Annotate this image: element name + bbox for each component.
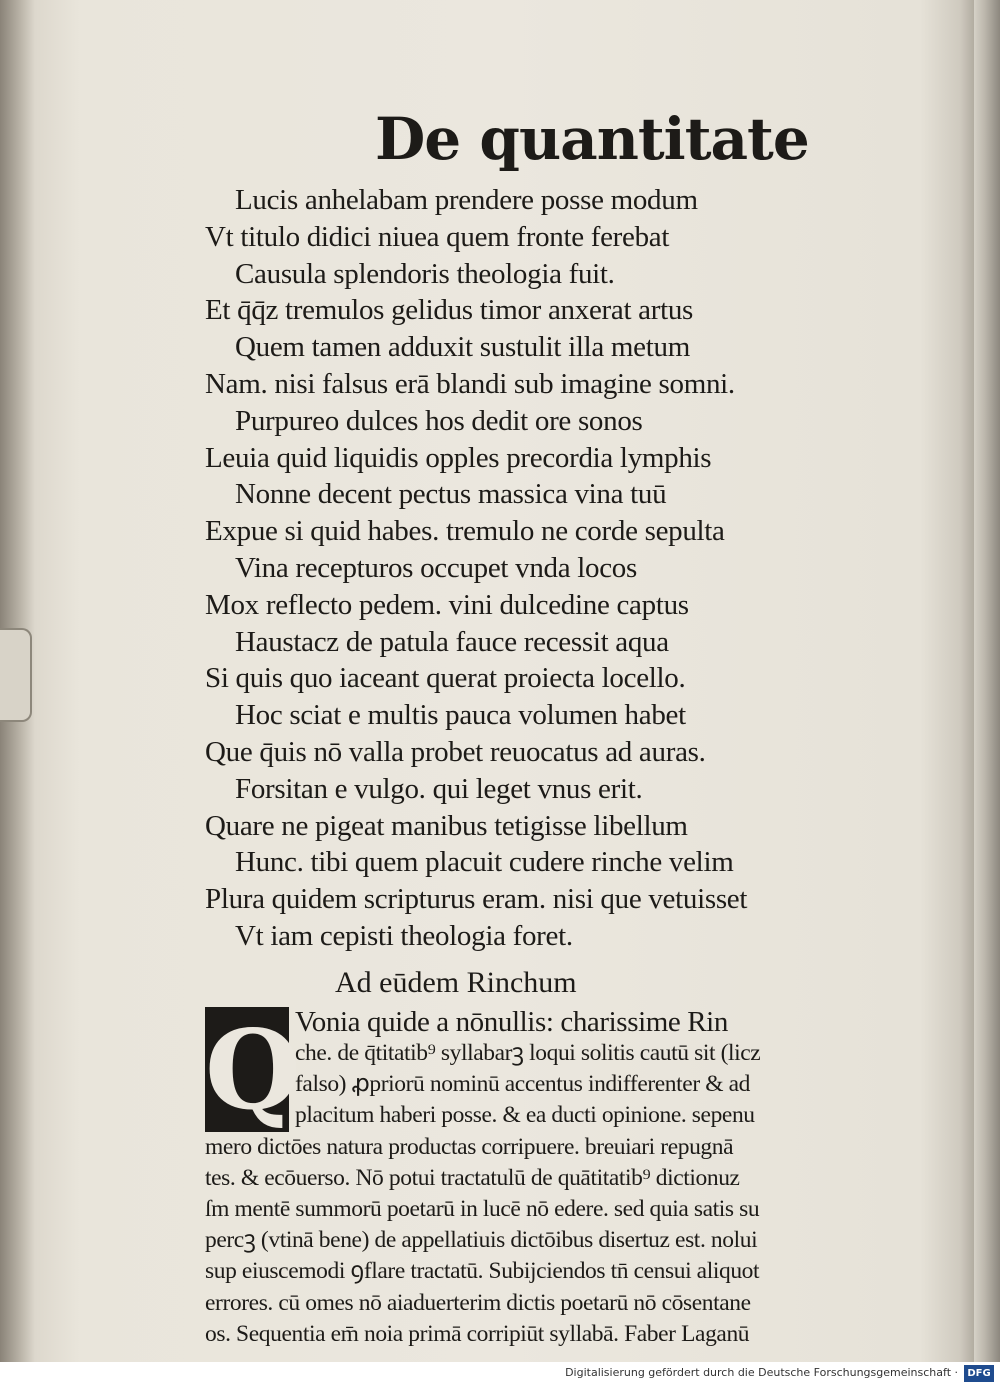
verse-line: Vt iam cepisti theologia foret.: [235, 919, 573, 952]
verse-line: Haustacz de patula fauce recessit aqua: [235, 625, 669, 658]
text-block: [205, 100, 865, 1350]
footer-bar: [0, 1362, 1000, 1386]
prose-line: placitum haberi posse. & ea ducti opinione. sepenu: [295, 1102, 755, 1129]
verse-line: Expue si quid habes. tremulo ne corde sepulta: [205, 515, 725, 548]
page-title: De quantitate: [375, 105, 809, 173]
verse-line: Hunc. tibi quem placuit cudere rinche velim: [235, 846, 734, 879]
dfg-logo: DFG: [964, 1365, 994, 1382]
prose-line: tes. & ecōuerso. Nō potui tractatulū de quātitatib⁹ dictionuz: [205, 1164, 740, 1191]
verse-line: Lucis anhelabam prendere posse modum: [235, 184, 698, 216]
verse-poem: [205, 182, 865, 955]
drop-cap-initial: Q: [205, 1004, 301, 1134]
verse-line: Quare ne pigeat manibus tetigisse libellum: [205, 809, 688, 842]
verse-line: Mox reflecto pedem. vini dulcedine captus: [205, 588, 689, 621]
page-edge-shadow: [974, 0, 1000, 1362]
footer-credit: Digitalisierung gefördert durch die Deutsche Forschungsgemeinschaft ·: [565, 1366, 958, 1379]
verse-line: Plura quidem scripturus eram. nisi que vetuisset: [205, 883, 748, 916]
verse-line: Quem tamen adduxit sustulit illa metum: [235, 331, 690, 364]
prose-section: [205, 1004, 865, 1350]
section-heading: Ad eūdem Rinchum: [335, 965, 577, 999]
prose-line: percꝫ (vtinā bene) de appellatiuis dictōibus disertuz est. nolui: [205, 1227, 758, 1254]
verse-line: Si quis quo iaceant querat proiecta locello.: [205, 662, 686, 695]
verse-line: Vt titulo didici niuea quem fronte ferebat: [205, 220, 670, 253]
verse-line: Nam. nisi falsus erā blandi sub imagine somni.: [205, 367, 735, 400]
prose-line: errores. cū omes nō aiaduerterim dictis poetarū nō cōsentane: [205, 1289, 751, 1316]
verse-line: Nonne decent pectus massica vina tuū: [235, 478, 667, 511]
prose-line: che. de q̄titatib⁹ syllabarꝫ loqui solitis cautū sit (licz: [295, 1039, 761, 1066]
verse-line: Vina recepturos occupet vnda locos: [235, 551, 637, 584]
prose-line: falso) ꝓpriorū nominū accentus indifferenter & ad: [295, 1071, 750, 1098]
verse-line: Que q̄uis nō valla probet reuocatus ad auras.: [205, 735, 706, 768]
verse-line: Hoc sciat e multis pauca volumen habet: [235, 699, 686, 732]
prose-line: Vonia quide a nōnullis: charissime Rin: [295, 1005, 728, 1038]
verse-line: Et q̄q̄z tremulos gelidus timor anxerat artus: [205, 294, 694, 327]
verse-line: Causula splendoris theologia fuit.: [235, 257, 615, 290]
prose-line: sup eiuscemodi ꝯflare tractatū. Subijciendos tn̄ censui aliquot: [205, 1258, 760, 1285]
prose-text: [205, 1004, 865, 1350]
verse-line: Forsitan e vulgo. qui leget vnus erit.: [235, 772, 643, 805]
prose-line: ſm mentē summorū poetarū in lucē nō edere. sed quia satis su: [205, 1195, 760, 1222]
prose-line: mero dictōes natura productas corripuere. breuiari repugnā: [205, 1133, 734, 1160]
page-tab-marker: [0, 628, 32, 722]
prose-line: os. Sequentia em̄ noia primā corripiūt syllabā. Faber Laganū: [205, 1320, 750, 1347]
verse-line: Purpureo dulces hos dedit ore sonos: [235, 404, 643, 437]
verse-line: Leuia quid liquidis opples precordia lymphis: [205, 441, 712, 474]
